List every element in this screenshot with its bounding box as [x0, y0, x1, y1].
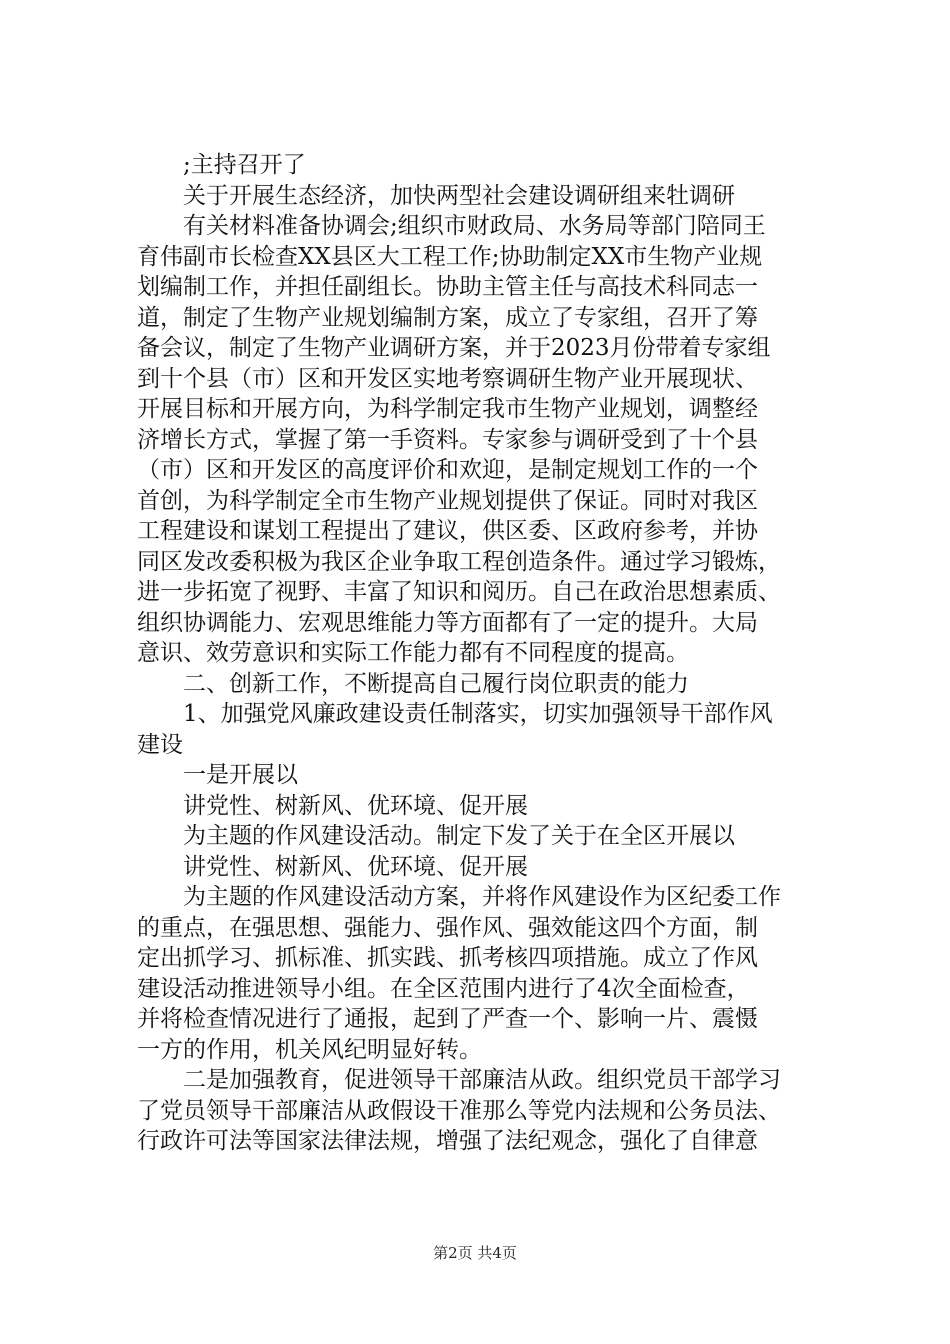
- text-line: 育伟副市长检查XX县区大工程工作;协助制定XX市生物产业规: [137, 243, 763, 270]
- text-line: 为主题的作风建设活动方案，并将作风建设作为区纪委工作: [183, 884, 781, 910]
- text-line: 备会议，制定了生物产业调研方案，并于2023月份带着专家组: [137, 335, 771, 361]
- text-line: 济增长方式，掌握了第一手资料。专家参与调研受到了十个县: [137, 426, 758, 453]
- text-line: （市）区和开发区的高度评价和欢迎，是制定规划工作的一个: [137, 457, 758, 483]
- text-line: 一是开展以: [183, 762, 298, 788]
- text-line: 意识、效劳意识和实际工作能力都有不同程度的提高。: [137, 640, 689, 666]
- text-line: 工程建设和谋划工程提出了建议，供区委、区政府参考，并协: [137, 518, 758, 544]
- text-line: 二是加强教育，促进领导干部廉洁从政。组织党员干部学习: [183, 1067, 781, 1093]
- page-footer: [0, 1243, 950, 1263]
- text-line: 道，制定了生物产业规划编制方案，成立了专家组，召开了筹: [137, 304, 758, 331]
- text-line: 一方的作用，机关风纪明显好转。: [137, 1036, 482, 1063]
- text-line: 划编制工作，并担任副组长。协助主管主任与高技术科同志一: [137, 274, 758, 300]
- text-line: 建设活动推进领导小组。在全区范围内进行了4次全面检查，: [137, 975, 750, 1002]
- section-heading: 二、创新工作，不断提高自己履行岗位职责的能力: [183, 670, 689, 697]
- text-line: 有关材料准备协调会;组织市财政局、水务局等部门陪同王: [183, 213, 766, 239]
- text-line: ;主持召开了: [183, 152, 306, 178]
- text-line: 首创，为科学制定全市生物产业规划提供了保证。同时对我区: [137, 487, 758, 514]
- text-line: 开展目标和开展方向，为科学制定我市生物产业规划，调整经: [137, 396, 758, 422]
- subsection-heading: 1、加强党风廉政建设责任制落实，切实加强领导干部作风: [183, 701, 773, 727]
- text-line: 了党员领导干部廉洁从政假设干准那么等党内法规和公务员法、: [137, 1097, 781, 1124]
- text-line: 进一步拓宽了视野、丰富了知识和阅历。自己在政治思想素质、: [137, 579, 781, 605]
- page-number: 第2页 共4页: [433, 1244, 517, 1262]
- text-line: 讲党性、树新风、优环境、促开展: [183, 853, 528, 880]
- document-body: [137, 150, 837, 1157]
- text-line: 的重点，在强思想、强能力、强作风、强效能这四个方面，制: [137, 914, 758, 941]
- text-line: 关于开展生态经济，加快两型社会建设调研组来牡调研: [183, 182, 735, 209]
- text-line: 讲党性、树新风、优环境、促开展: [183, 792, 528, 819]
- text-line: 并将检查情况进行了通报，起到了严查一个、影响一片、震慑: [137, 1006, 758, 1032]
- text-line: 行政许可法等国家法律法规，增强了法纪观念，强化了自律意: [137, 1128, 758, 1154]
- text-line: 组织协调能力、宏观思维能力等方面都有了一定的提升。大局: [137, 609, 758, 636]
- text-line: 建设: [137, 731, 183, 758]
- text-line: 定出抓学习、抓标准、抓实践、抓考核四项措施。成立了作风: [137, 945, 758, 971]
- text-line: 到十个县（市）区和开发区实地考察调研生物产业开展现状、: [137, 365, 758, 392]
- text-line: 同区发改委积极为我区企业争取工程创造条件。通过学习锻炼，: [137, 548, 781, 575]
- text-line: 为主题的作风建设活动。制定下发了关于在全区开展以: [183, 823, 735, 849]
